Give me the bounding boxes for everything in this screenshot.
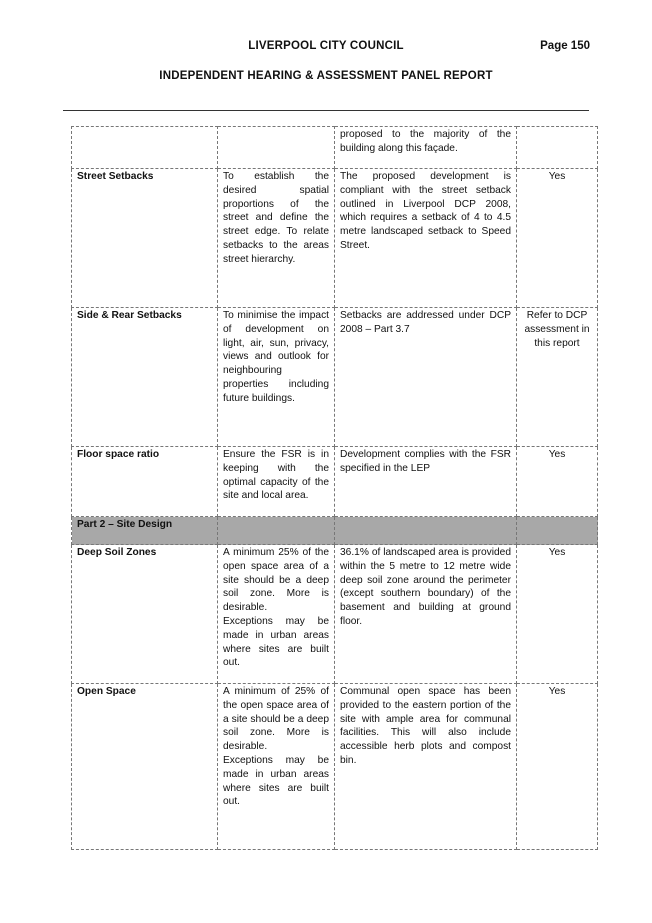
table-row bbox=[72, 545, 598, 684]
compliance-cell: Yes bbox=[517, 545, 598, 684]
provision-cell: Communal open space has been provided to the eastern portion of the site with ample area for communal facilities. This will also include accessible herb plots and compost bin. bbox=[335, 684, 517, 850]
table-row bbox=[72, 169, 598, 308]
provision-cell: proposed to the majority of the building along this façade. bbox=[335, 127, 517, 169]
table-row bbox=[72, 684, 598, 850]
objective-cell: To establish the desired spatial proportions of the street and define the street edge. To relate setbacks to the areas street hierarchy. bbox=[218, 169, 335, 308]
objective-cell: To minimise the impact of development on light, air, sun, privacy, views and outlook for neighbouring properties including future buildings. bbox=[218, 308, 335, 447]
section-header-row bbox=[72, 517, 598, 545]
objective-text: A minimum of 25% of the open space area of a site should be a deep soil zone. More is desirable. bbox=[223, 686, 329, 753]
objective-exception-text: Exceptions may be made in urban areas where sites are built out. bbox=[223, 615, 329, 669]
assessment-table bbox=[71, 126, 598, 850]
provision-cell: 36.1% of landscaped area is provided within the 5 metre to 12 metre wide deep soil zone around the perimeter (except southern boundary) of the basement and building at ground floor. bbox=[335, 545, 517, 684]
element-cell: Street Setbacks bbox=[72, 169, 218, 308]
provision-cell bbox=[335, 517, 517, 545]
objective-cell: Ensure the FSR is in keeping with the optimal capacity of the site and local area. bbox=[218, 447, 335, 517]
compliance-cell: Refer to DCP assessment in this report bbox=[517, 308, 598, 447]
element-cell: Side & Rear Setbacks bbox=[72, 308, 218, 447]
objective-cell bbox=[218, 684, 335, 850]
element-cell: Deep Soil Zones bbox=[72, 545, 218, 684]
element-cell bbox=[72, 127, 218, 169]
element-cell: Floor space ratio bbox=[72, 447, 218, 517]
table-row bbox=[72, 127, 598, 169]
provision-cell: The proposed development is compliant with the street setback outlined in Liverpool DCP 2008, which requires a setback of 4 to 4.5 metre landscaped setback to Speed Street. bbox=[335, 169, 517, 308]
element-cell: Open Space bbox=[72, 684, 218, 850]
provision-cell: Development complies with the FSR specified in the LEP bbox=[335, 447, 517, 517]
compliance-cell: Yes bbox=[517, 169, 598, 308]
page-number: Page 150 bbox=[540, 40, 590, 52]
objective-cell bbox=[218, 517, 335, 545]
compliance-cell: Yes bbox=[517, 447, 598, 517]
compliance-cell bbox=[517, 127, 598, 169]
table-row bbox=[72, 447, 598, 517]
objective-cell bbox=[218, 127, 335, 169]
report-title: INDEPENDENT HEARING & ASSESSMENT PANEL REPORT bbox=[159, 70, 493, 82]
table-row bbox=[72, 308, 598, 447]
objective-exception-text: Exceptions may be made in urban areas where sites are built out. bbox=[223, 754, 329, 808]
objective-text: A minimum 25% of the open space area of a site should be a deep soil zone. More is desirable. bbox=[223, 547, 329, 614]
section-title: Part 2 – Site Design bbox=[72, 517, 218, 545]
objective-cell bbox=[218, 545, 335, 684]
council-name: LIVERPOOL CITY COUNCIL bbox=[248, 40, 404, 52]
compliance-cell bbox=[517, 517, 598, 545]
provision-cell: Setbacks are addressed under DCP 2008 – Part 3.7 bbox=[335, 308, 517, 447]
compliance-cell: Yes bbox=[517, 684, 598, 850]
header-divider bbox=[63, 110, 589, 111]
